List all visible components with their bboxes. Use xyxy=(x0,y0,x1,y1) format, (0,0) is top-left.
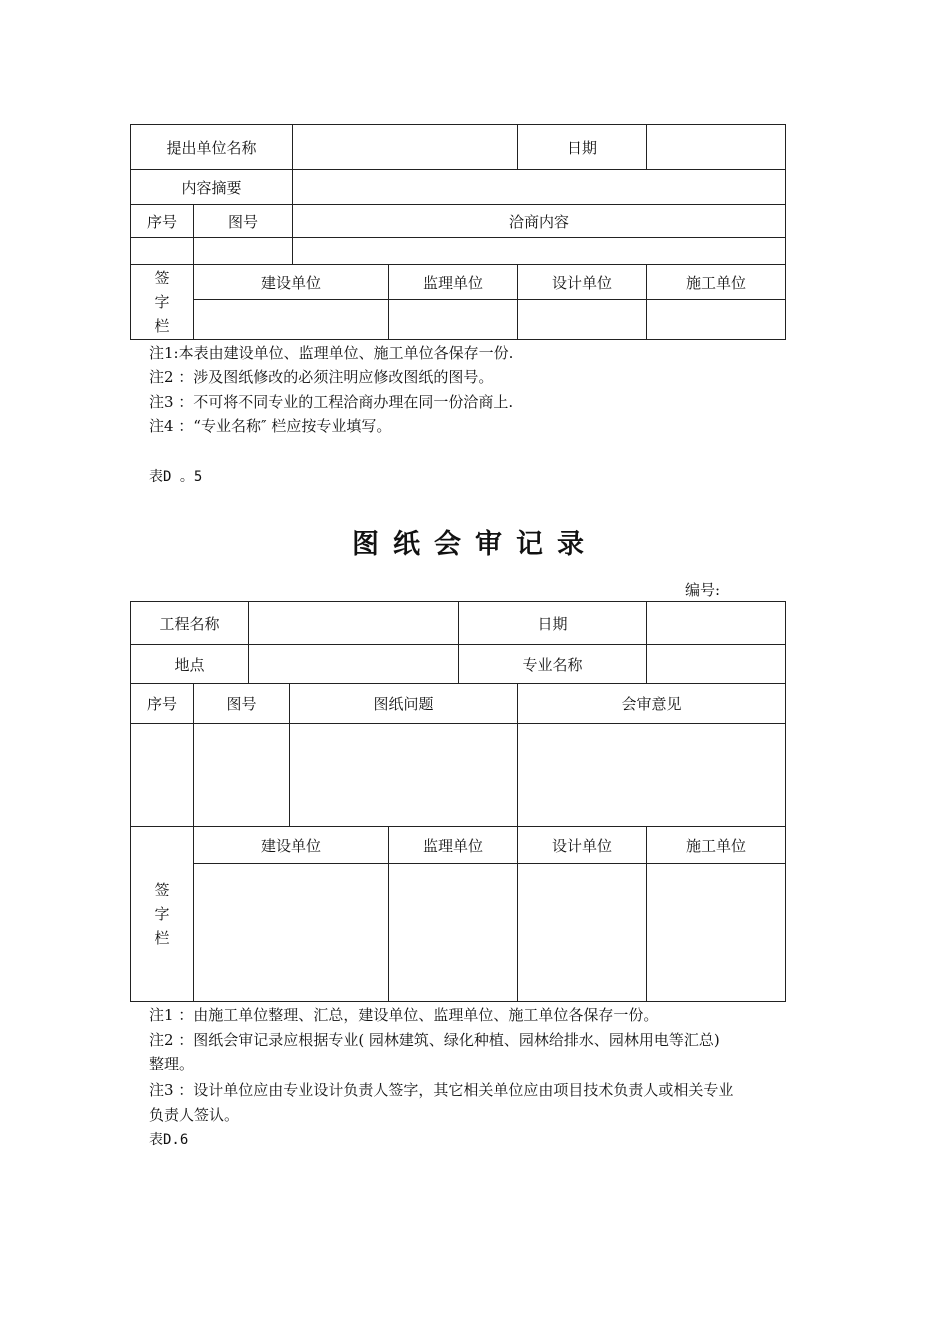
date-value[interactable] xyxy=(647,602,786,645)
sign-supervision[interactable] xyxy=(389,864,518,1002)
unit-contractor: 施工单位 xyxy=(647,265,786,300)
unit-design: 设计单位 xyxy=(518,265,647,300)
sign-column-label: 签 字 栏 xyxy=(131,827,194,1002)
unit-contractor: 施工单位 xyxy=(647,827,786,864)
table-label-d6: 表D.6 xyxy=(149,1132,189,1148)
page-title: 图纸会审记录 xyxy=(352,529,598,560)
row-problem-cell[interactable] xyxy=(290,724,518,827)
note2-1: 注1 ：由施工单位整理、汇总，建设单位、监理单位、施工单位各保存一份。 xyxy=(149,1006,659,1024)
note2-3-cont: 负责人签认。 xyxy=(149,1106,240,1124)
date-label: 日期 xyxy=(459,602,647,645)
note2-3: 注3 ：设计单位应由专业设计负责人签字，其它相关单位应由项目技术负责人或相关专业 xyxy=(149,1081,734,1099)
sign-contractor[interactable] xyxy=(647,864,786,1002)
row-drawing-no-cell[interactable] xyxy=(194,724,290,827)
note2-2-cont: 整理。 xyxy=(149,1055,195,1073)
col-no-header: 序号 xyxy=(131,684,194,724)
sign-supervision[interactable] xyxy=(389,300,518,340)
submit-unit-value[interactable] xyxy=(293,125,518,170)
row-opinion-cell[interactable] xyxy=(518,724,786,827)
specialty-label: 专业名称 xyxy=(459,645,647,684)
serial-number-label: 编号: xyxy=(685,581,721,599)
col-drawing-no-header: 图号 xyxy=(194,205,293,238)
specialty-value[interactable] xyxy=(647,645,786,684)
unit-design: 设计单位 xyxy=(518,827,647,864)
sign-design[interactable] xyxy=(518,300,647,340)
sign-design[interactable] xyxy=(518,864,647,1002)
note2-2: 注2 ：图纸会审记录应根据专业( 园林建筑、绿化种植、园林给排水、园林用电等汇总) xyxy=(149,1031,720,1049)
col-no-header: 序号 xyxy=(131,205,194,238)
row-drawing-no-cell[interactable] xyxy=(194,238,293,265)
col-drawing-no-header: 图号 xyxy=(194,684,290,724)
location-value[interactable] xyxy=(249,645,459,684)
row-no-cell[interactable] xyxy=(131,724,194,827)
sign-contractor[interactable] xyxy=(647,300,786,340)
project-name-label: 工程名称 xyxy=(131,602,249,645)
submit-unit-label: 提出单位名称 xyxy=(131,125,293,170)
sign-column-label: 签 字 栏 xyxy=(131,265,194,340)
note-3: 注3 ：不可将不同专业的工程洽商办理在同一份洽商上. xyxy=(149,393,514,411)
note-2: 注2 ：涉及图纸修改的必须注明应修改图纸的图号。 xyxy=(149,368,494,386)
note-1: 注1:本表由建设单位、监理单位、施工单位各保存一份. xyxy=(149,344,514,362)
summary-label: 内容摘要 xyxy=(131,170,293,205)
col-opinion-header: 会审意见 xyxy=(518,684,786,724)
date-label: 日期 xyxy=(518,125,647,170)
col-problem-header: 图纸问题 xyxy=(290,684,518,724)
unit-supervision: 监理单位 xyxy=(389,827,518,864)
unit-construction-owner: 建设单位 xyxy=(194,827,389,864)
note-4: 注4 ：“专业名称″ 栏应按专业填写。 xyxy=(149,417,392,435)
summary-value[interactable] xyxy=(293,170,786,205)
project-name-value[interactable] xyxy=(249,602,459,645)
table-label-d5: 表D 。5 xyxy=(149,469,203,485)
unit-supervision: 监理单位 xyxy=(389,265,518,300)
row-no-cell[interactable] xyxy=(131,238,194,265)
location-label: 地点 xyxy=(131,645,249,684)
drawing-review-table xyxy=(130,601,786,1002)
row-content-cell[interactable] xyxy=(293,238,786,265)
unit-construction-owner: 建设单位 xyxy=(194,265,389,300)
col-content-header: 洽商内容 xyxy=(293,205,786,238)
negotiation-table xyxy=(130,124,786,340)
sign-construction-owner[interactable] xyxy=(194,300,389,340)
sign-construction-owner[interactable] xyxy=(194,864,389,1002)
date-value[interactable] xyxy=(647,125,786,170)
